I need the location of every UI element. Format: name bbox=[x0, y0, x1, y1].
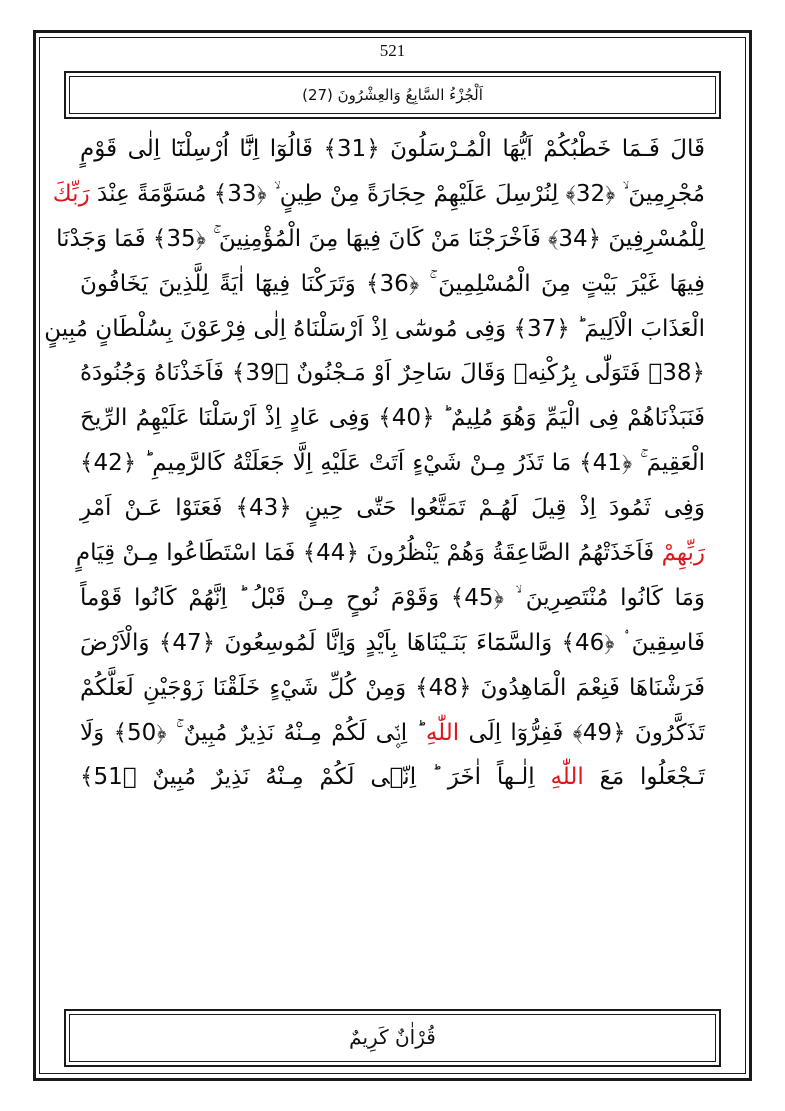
verse-text: تَـجْعَلُوا مَعَ bbox=[583, 764, 706, 791]
verse-text: وَمَا كَانُوا مُنْتَصِرِينَ ۙ ﴿45﴾ وَقَوْمَ نُوحٍ مِـنْ قَبْلُ ؕ اِنَّهُمْ كَانُوا قَوْماً bbox=[80, 584, 705, 611]
text-line bbox=[80, 576, 705, 621]
text-line bbox=[44, 307, 705, 352]
text-line bbox=[80, 441, 705, 486]
footer-box bbox=[64, 1009, 721, 1067]
juz-header-box bbox=[64, 71, 721, 119]
divine-name-highlight: اللّٰهِ bbox=[425, 719, 460, 746]
verse-text: تَذَكَّرُونَ ﴿49﴾ فَفِرُّوٓا اِلَى bbox=[459, 719, 706, 746]
text-line bbox=[80, 621, 705, 666]
verse-text: وَفِى ثَمُودَ اِذْ قِيلَ لَهُـمْ تَمَتَّعُوا حَتّٰى حِينٍ ﴿43﴾ فَعَتَوْا عَـنْ اَمْرِ bbox=[80, 495, 706, 522]
page-number: 521 bbox=[379, 41, 406, 60]
verse-text: فِيهَا غَيْرَ بَيْتٍ مِنَ الْمُسْلِمِينَ ۚ ﴿36﴾ وَتَرَكْنَا فِيهَٓا اٰيَةً لِلَّذِينَ يَخَافُونَ bbox=[80, 270, 705, 297]
text-line bbox=[80, 396, 705, 441]
divine-name-highlight: رَبِّهِمْ bbox=[661, 540, 705, 567]
text-line bbox=[80, 262, 705, 307]
verse-text: فَاسِقِينَ ۟ ﴿46﴾ وَالسَّمَٓاءَ بَنَـيْنَاهَا بِاَيْدٍ وَاِنَّا لَمُوسِعُونَ ﴿47﴾ وَالْاَرْضَ bbox=[80, 629, 706, 656]
text-line bbox=[56, 217, 705, 262]
juz-header-title: اَلْجُزْءُ السَّابِعُ وَالعِشْرُونَ (27) bbox=[302, 86, 483, 104]
divine-name-highlight: رَبِّكَ bbox=[52, 180, 90, 207]
text-line bbox=[80, 127, 705, 172]
verse-text: فَاَخَذَتْهُمُ الصَّاعِقَةُ وَهُمْ يَنْظُرُونَ ﴿44﴾ فَمَا اسْتَطَاعُوا مِـنْ قِيَامٍ bbox=[75, 540, 662, 567]
verse-text: ﴿38﴾ فَتَوَلّٰى بِرُكْنِهٖ وَقَالَ سَاحِرٌ اَوْ مَـجْنُونٌ ﴿39﴾ فَاَخَذْنَاهُ وَجُنُودَهُ bbox=[80, 360, 705, 387]
text-line bbox=[80, 755, 705, 800]
verse-text: اِلٰـهاً اٰخَرَ ؕ اِنّ۪ى لَكُمْ مِـنْهُ نَذِيرٌ مُبِينٌ ﴿51﴾ bbox=[80, 764, 551, 791]
verse-text: قَالَ فَـمَا خَطْبُكُمْ اَيُّهَا الْمُـرْسَلُونَ ﴿31﴾ قَالُوٓا اِنَّٓا اُرْسِلْنَٓا اِلٰى قَوْمٍ bbox=[80, 136, 705, 162]
verse-text: الْعَقِيمَ ۚ ﴿41﴾ مَا تَذَرُ مِـنْ شَيْءٍ اَتَتْ عَلَيْهِ اِلَّا جَعَلَتْهُ كَالرَّمِيمِ ؕ ﴿42﴾ bbox=[80, 450, 705, 477]
divine-name-highlight: اللّٰهِ bbox=[550, 764, 584, 791]
verse-text: فَنَبَذْنَاهُمْ فِى الْيَمِّ وَهُوَ مُلِيمٌ ؕ ﴿40﴾ وَفِى عَادٍ اِذْ اَرْسَلْنَا عَلَيْهِمُ الرِّيحَ bbox=[80, 405, 706, 432]
text-line bbox=[80, 486, 705, 531]
verse-text: فَرَشْنَاهَا فَنِعْمَ الْمَاهِدُونَ ﴿48﴾ وَمِنْ كُلِّ شَيْءٍ خَلَقْنَا زَوْجَيْنِ لَعَلَّكُمْ bbox=[80, 674, 705, 701]
verse-text: مُجْرِمِينَ ۙ ﴿32﴾ لِنُرْسِلَ عَلَيْهِمْ حِجَارَةً مِنْ طِينٍ ۙ ﴿33﴾ مُسَوَّمَةً عِنْدَ bbox=[89, 180, 705, 207]
verse-text: لِلْمُسْرِفِينَ ﴿34﴾ فَاَخْرَجْنَا مَنْ كَانَ فِيهَا مِنَ الْمُؤْمِنِينَ ۚ ﴿35﴾ فَمَا وَجَدْنَا bbox=[56, 225, 705, 252]
text-line bbox=[80, 666, 705, 711]
footer-title: قُرْاٰنٌ كَرِيمٌ bbox=[349, 1025, 436, 1049]
verse-text: الْعَذَابَ الْاَلِيمَ ؕ ﴿37﴾ وَفِى مُوسٰٓى اِذْ اَرْسَلْنَاهُ اِلٰى فِرْعَوْنَ بِسُلْطَانٍ مُبِينٍ bbox=[44, 315, 705, 342]
text-line bbox=[80, 711, 705, 756]
text-line bbox=[80, 351, 705, 396]
quran-text-body bbox=[44, 127, 706, 800]
text-line bbox=[52, 172, 705, 217]
text-line bbox=[75, 531, 705, 576]
verse-text: ؕ اِنّ۪ى لَكُمْ مِـنْهُ نَذِيرٌ مُبِينٌ ۚ ﴿50﴾ وَلَا bbox=[80, 719, 426, 746]
